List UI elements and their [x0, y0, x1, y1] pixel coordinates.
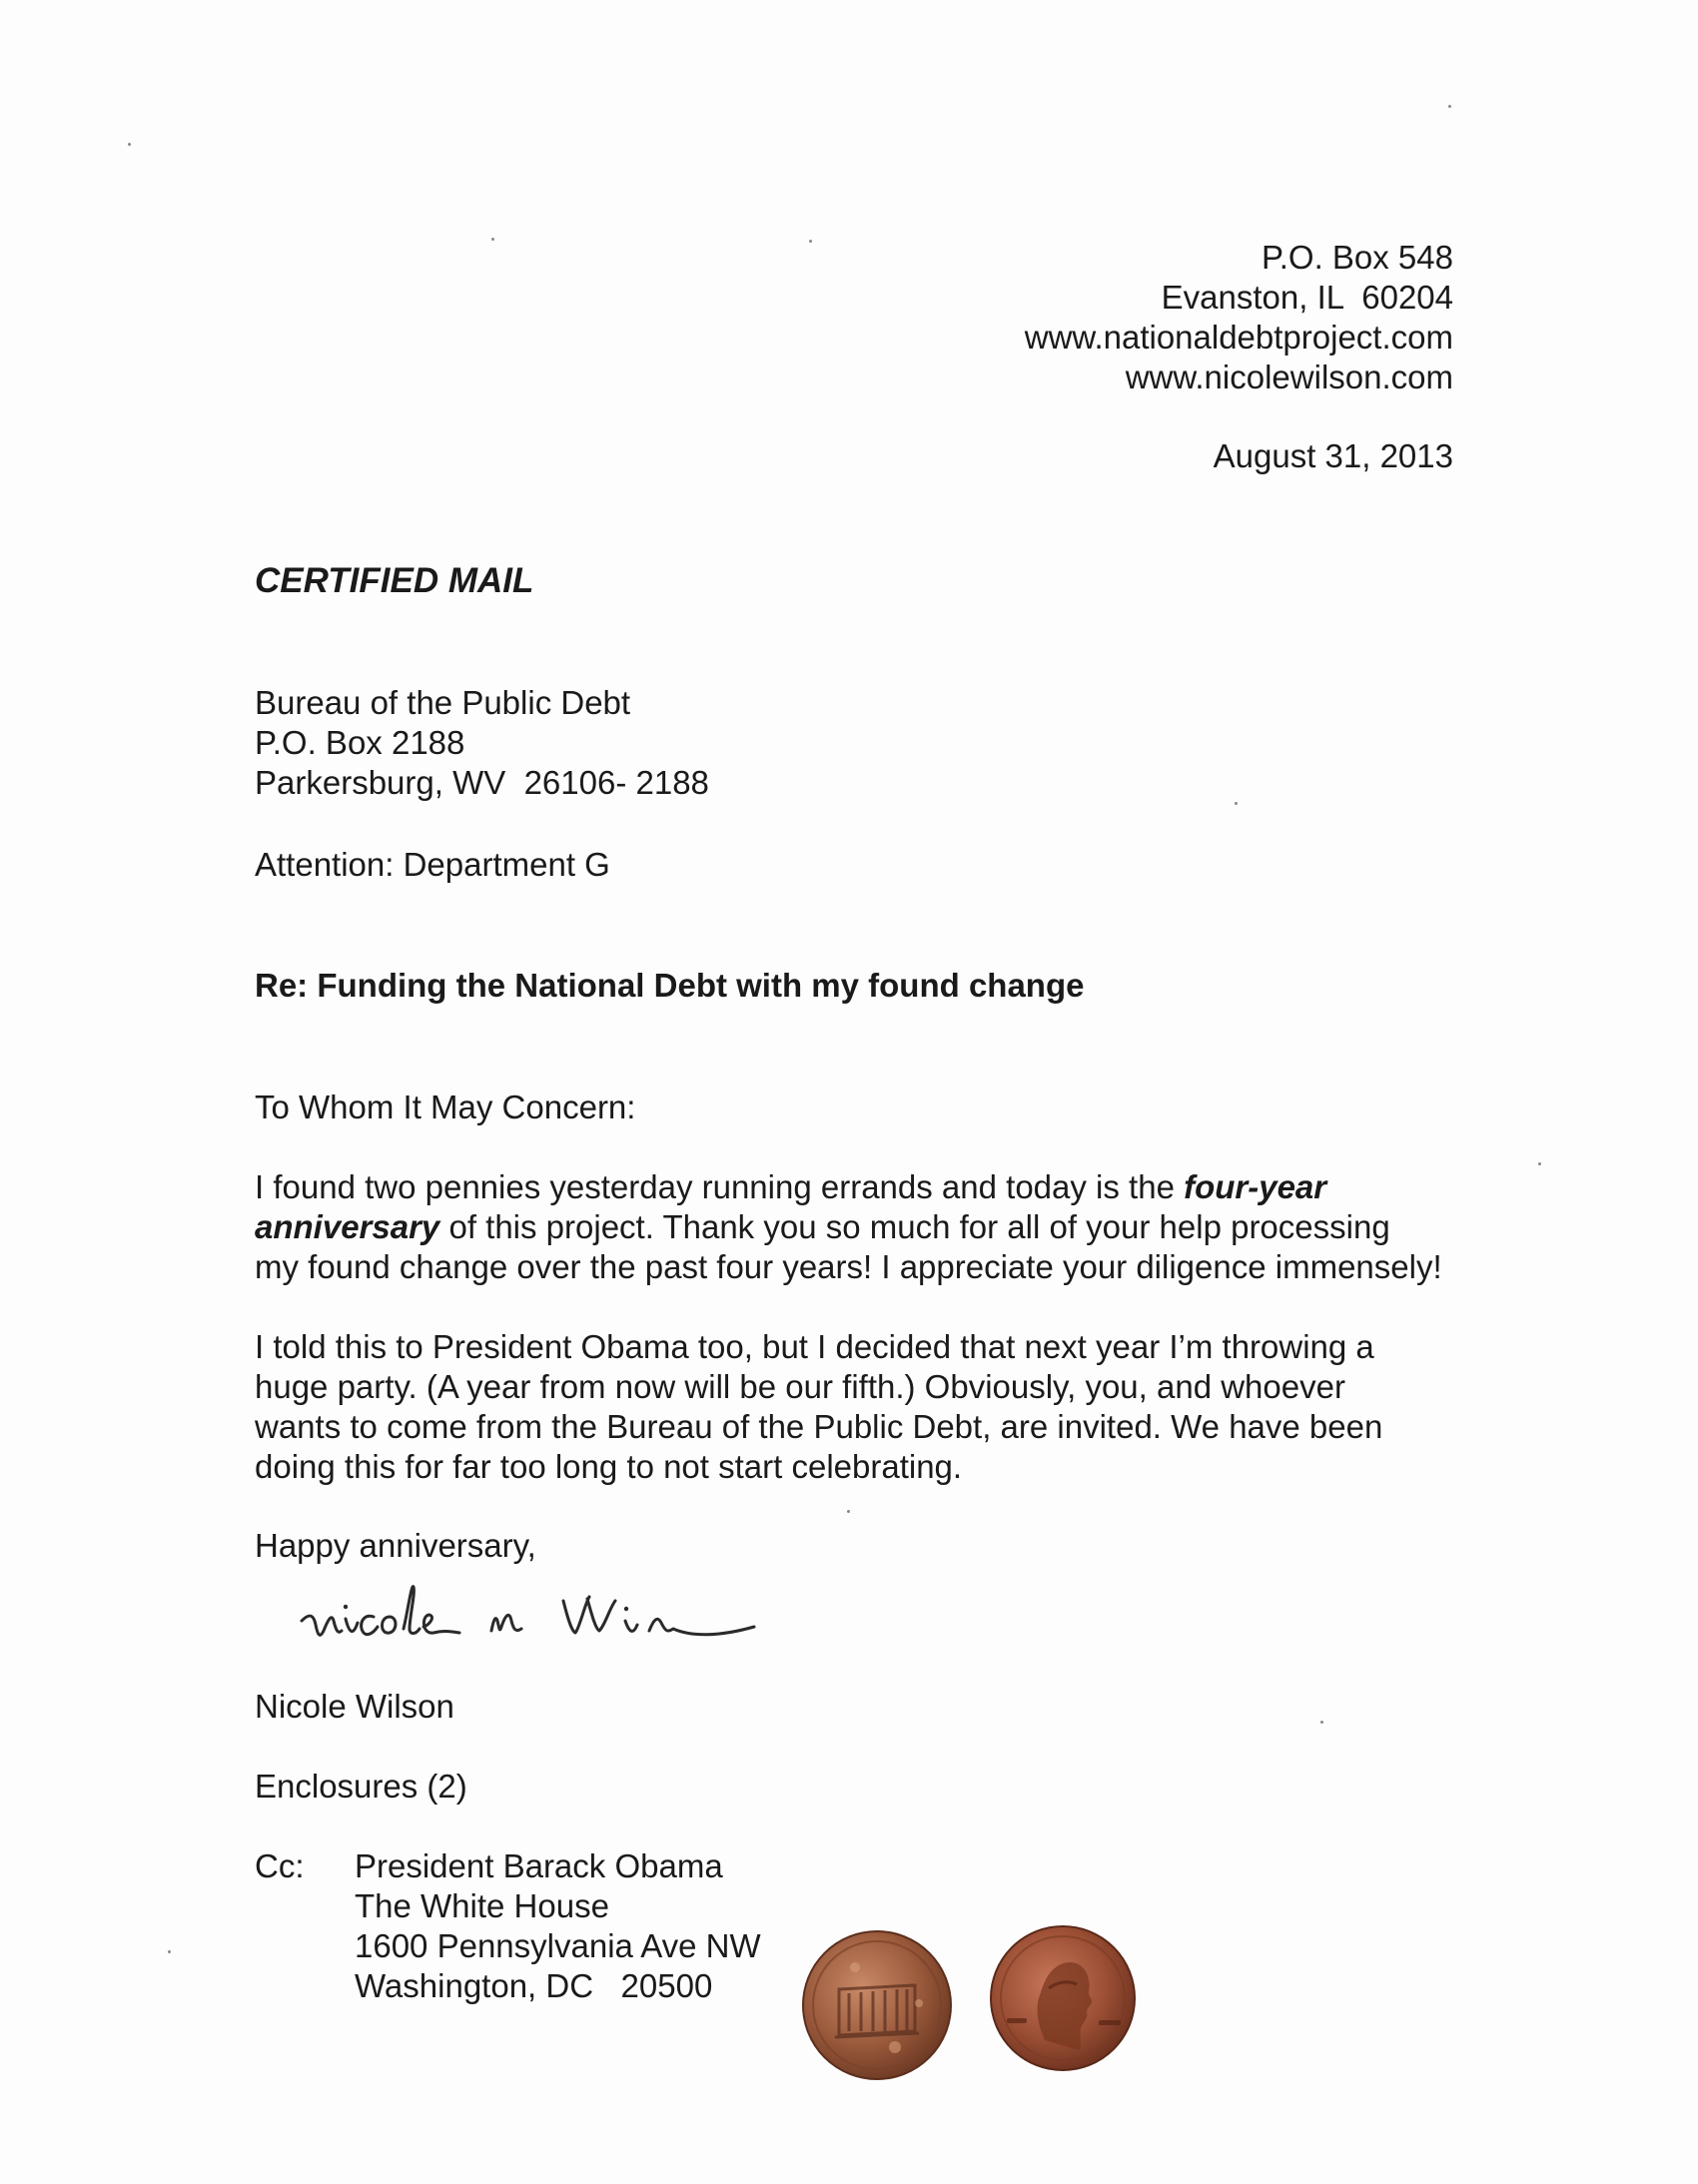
paper-speck	[1448, 105, 1451, 108]
paper-speck	[1538, 1162, 1541, 1165]
paper-speck	[1320, 1721, 1323, 1724]
closing: Happy anniversary,	[255, 1527, 536, 1564]
penny-reverse-icon	[799, 1927, 955, 2083]
paragraph-line: my found change over the past four years! I appreciate your diligence immensely!	[255, 1248, 1442, 1285]
emphasis-text: four-year	[1184, 1168, 1327, 1205]
paper-speck	[1235, 802, 1238, 805]
recipient-address	[255, 683, 709, 803]
cc-address-line: The White House	[355, 1887, 609, 1924]
paragraph-line	[255, 1207, 1442, 1247]
recipient-address-line: Bureau of the Public Debt	[255, 684, 631, 721]
sender-address-line: Evanston, IL 60204	[1161, 279, 1453, 316]
cc-address	[355, 1846, 761, 2006]
sender-address	[1025, 238, 1453, 397]
body-paragraph-1	[255, 1167, 1442, 1287]
sender-address-line: www.nicolewilson.com	[1125, 359, 1453, 395]
paper-speck	[128, 143, 131, 146]
cc-address-line: 1600 Pennsylvania Ave NW	[355, 1927, 761, 1964]
delivery-method: CERTIFIED MAIL	[255, 561, 534, 600]
signer-name: Nicole Wilson	[255, 1688, 454, 1725]
recipient-address-line: P.O. Box 2188	[255, 724, 465, 761]
letter-date: August 31, 2013	[1213, 437, 1453, 474]
attention-line: Attention: Department G	[255, 846, 610, 883]
paragraph-text: I found two pennies yesterday running errands and today is the	[255, 1168, 1185, 1205]
cc-address-line: Washington, DC 20500	[355, 1967, 713, 2004]
paragraph-line	[255, 1167, 1442, 1207]
paragraph-line: I told this to President Obama too, but I decided that next year I’m throwing a	[255, 1328, 1374, 1365]
cc-address-line: President Barack Obama	[355, 1847, 723, 1884]
paragraph-line: doing this for far too long to not start celebrating.	[255, 1448, 963, 1485]
paragraph-line: huge party. (A year from now will be our fifth.) Obviously, you, and whoever	[255, 1368, 1345, 1405]
paper-speck	[491, 238, 494, 241]
body-paragraph-2	[255, 1327, 1382, 1487]
cc-label: Cc:	[255, 1847, 305, 1884]
paragraph-text: of this project. Thank you so much for all of your help processing	[439, 1208, 1390, 1245]
paper-speck	[809, 240, 812, 243]
emphasis-text: anniversary	[255, 1208, 440, 1245]
recipient-address-line: Parkersburg, WV 26106- 2188	[255, 764, 709, 801]
paper-speck	[847, 1510, 850, 1513]
paper-speck	[168, 1950, 171, 1953]
salutation: To Whom It May Concern:	[255, 1089, 636, 1125]
penny-obverse-icon	[987, 1922, 1139, 2074]
subject-line: Re: Funding the National Debt with my found change	[255, 967, 1085, 1004]
handwritten-signature-icon	[300, 1573, 779, 1663]
sender-address-line: www.nationaldebtproject.com	[1024, 319, 1453, 356]
enclosures-note: Enclosures (2)	[255, 1768, 467, 1805]
paragraph-line: wants to come from the Bureau of the Public Debt, are invited. We have been	[255, 1408, 1383, 1445]
sender-address-line: P.O. Box 548	[1261, 239, 1453, 276]
